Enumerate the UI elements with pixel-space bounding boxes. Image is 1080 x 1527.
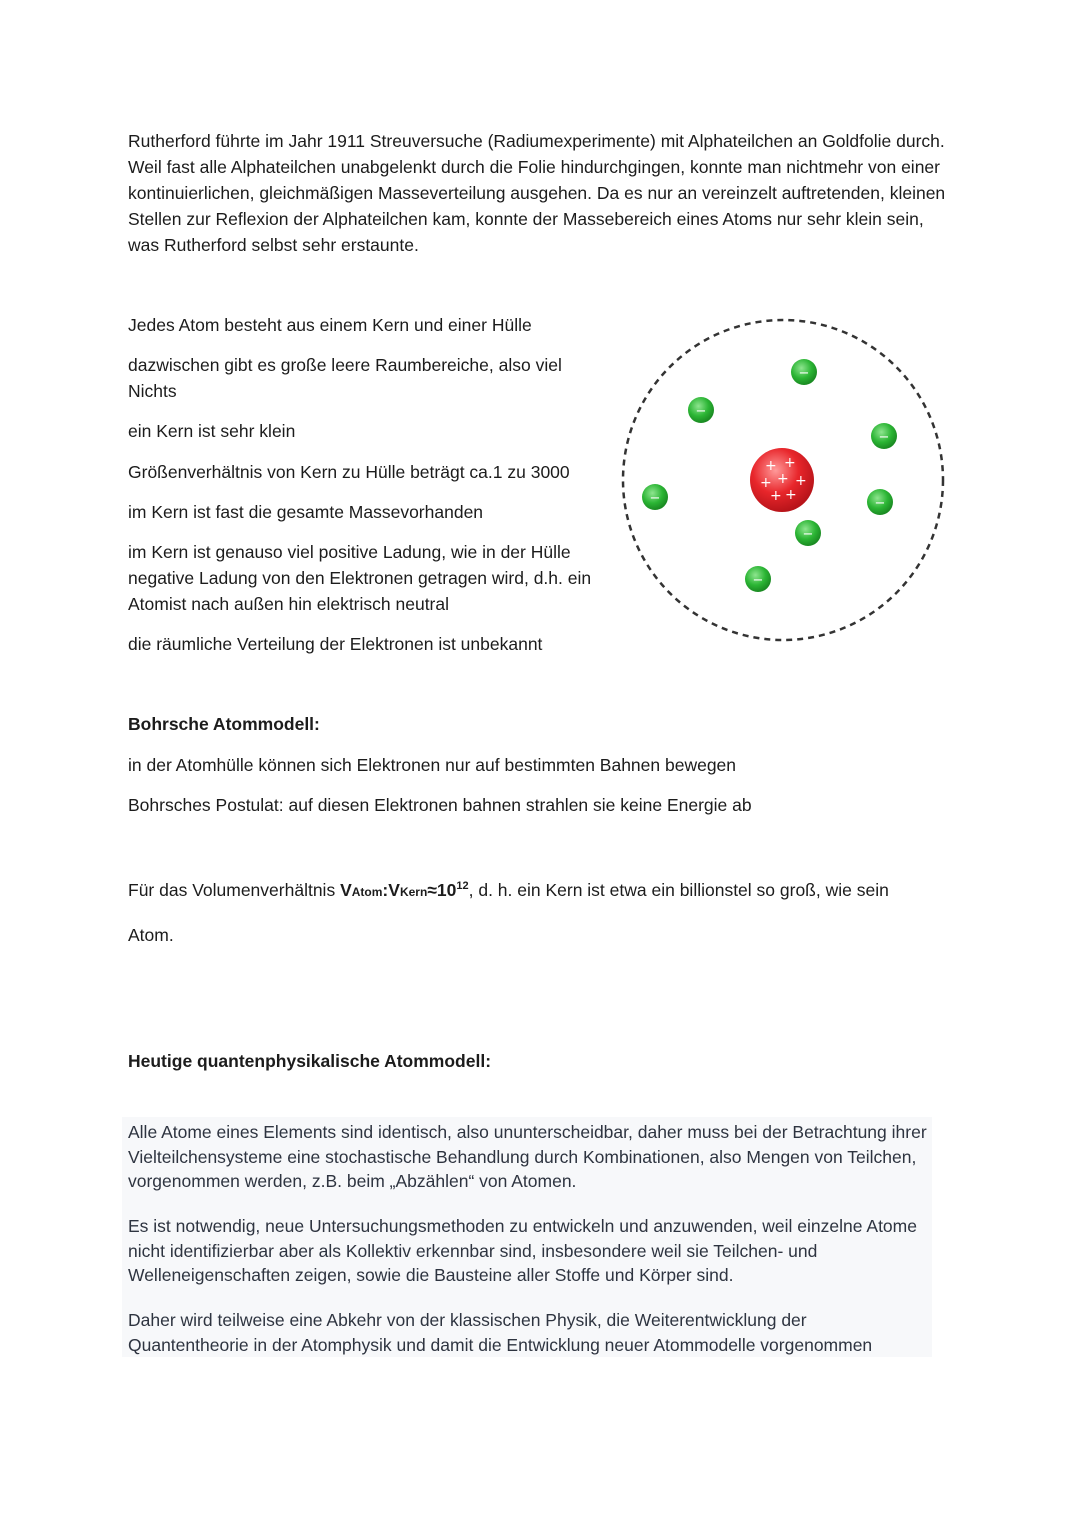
svg-text:−: − [874, 496, 886, 511]
electron [867, 489, 893, 515]
electron [745, 566, 771, 592]
volume-v-atom: V [340, 879, 352, 900]
svg-text:−: − [695, 404, 707, 419]
bohr-postulate: Bohrsches Postulat: auf diesen Elektronen bahnen strahlen sie keine Energie ab [128, 795, 752, 815]
quantum-paragraph: Es ist notwendig, neue Untersuchungsmethoden zu entwickeln und anzuwenden, weil einzelne Atome nicht identifizierbar aber als Kollektiv erkennbar sind, insbesondere weil sie Teilchen- und Welleneigenschaften zeigen, sowie die Bausteine aller Stoffe und Körper sind. [128, 1216, 917, 1285]
rutherford-point: im Kern ist fast die gesamte Massevorhanden [128, 502, 484, 522]
volume-approx: ≈10 [427, 879, 457, 900]
rutherford-atom-diagram [615, 315, 955, 655]
rutherford-point: die räumliche Verteilung der Elektronen ist unbekannt [128, 634, 543, 654]
rutherford-point: Jedes Atom besteht aus einem Kern und einer Hülle [128, 315, 532, 335]
volume-v-kern: V [388, 879, 400, 900]
proton-sign: + [795, 473, 807, 489]
electron [795, 520, 821, 546]
electron [642, 484, 668, 510]
proton-sign: + [765, 458, 777, 474]
svg-text:−: − [802, 527, 814, 542]
svg-text:−: − [649, 491, 661, 506]
proton-sign: + [777, 471, 789, 487]
bohr-line: in der Atomhülle können sich Elektronen nur auf bestimmten Bahnen bewegen [128, 755, 737, 775]
volume-prefix: Für das Volumenverhältnis [128, 879, 341, 900]
svg-text:−: − [798, 366, 810, 381]
volume-ratio-sentence [128, 873, 889, 905]
quantum-paragraph: Daher wird teilweise eine Abkehr von der klassischen Physik, die Weiterentwicklung der Quantentheorie in der Atomphysik und damit die Entwicklung neuer Atommodelle vorgenommen [128, 1310, 873, 1355]
rutherford-point: Größenverhältnis von Kern zu Hülle beträgt ca.1 zu 3000 [128, 462, 570, 482]
volume-continuation: Atom. [128, 925, 174, 945]
svg-text:−: − [878, 430, 890, 445]
electron [791, 359, 817, 385]
quantum-paragraph: Alle Atome eines Elements sind identisch, also ununterscheidbar, daher muss bei der Betrachtung ihrer Vielteilchensysteme eine stochastische Behandlung durch Kombinationen, also Mengen von Teilchen, vorgenommen werden, z.B. beim „Abzählen“ von Atomen. [128, 1122, 927, 1191]
proton-sign: + [784, 455, 796, 471]
quantum-heading: Heutige quantenphysikalische Atommodell: [128, 1051, 492, 1071]
volume-sub-atom: Atom [351, 884, 383, 899]
volume-suffix: , d. h. ein Kern ist etwa ein billionstel so groß, wie sein [468, 879, 889, 900]
proton-sign: + [785, 487, 797, 503]
intro-paragraph: Rutherford führte im Jahr 1911 Streuversuche (Radiumexperimente) mit Alphateilchen an Goldfolie durch. Weil fast alle Alphateilchen unabgelenkt durch die Folie hindurchgingen, konnte man nichtmehr von einer kontinuierlichen, gleichmäßigen Masseverteilung ausgehen. Da es nur an vereinzelt auftretenden, kleinen Stellen zur Reflexion der Alphateilchen kam, konnte der Massebereich eines Atoms nur sehr klein sein, was Rutherford selbst sehr erstaunte. [128, 131, 946, 255]
rutherford-point: dazwischen gibt es große leere Raumbereiche, also viel Nichts [128, 355, 562, 401]
volume-exponent: 12 [456, 880, 469, 892]
svg-text:−: − [752, 573, 764, 588]
atom-nucleus [750, 448, 814, 512]
proton-sign: + [760, 475, 772, 491]
electron [871, 423, 897, 449]
bohr-heading: Bohrsche Atommodell: [128, 714, 320, 734]
volume-sub-kern: Kern [399, 884, 428, 899]
rutherford-point: im Kern ist genauso viel positive Ladung, wie in der Hülle negative Ladung von den Elektronen getragen wird, d.h. ein Atomist nach außen hin elektrisch neutral [128, 542, 592, 614]
electron [688, 397, 714, 423]
proton-sign: + [770, 488, 782, 504]
rutherford-point: ein Kern ist sehr klein [128, 421, 296, 441]
volume-colon: : [382, 879, 389, 900]
